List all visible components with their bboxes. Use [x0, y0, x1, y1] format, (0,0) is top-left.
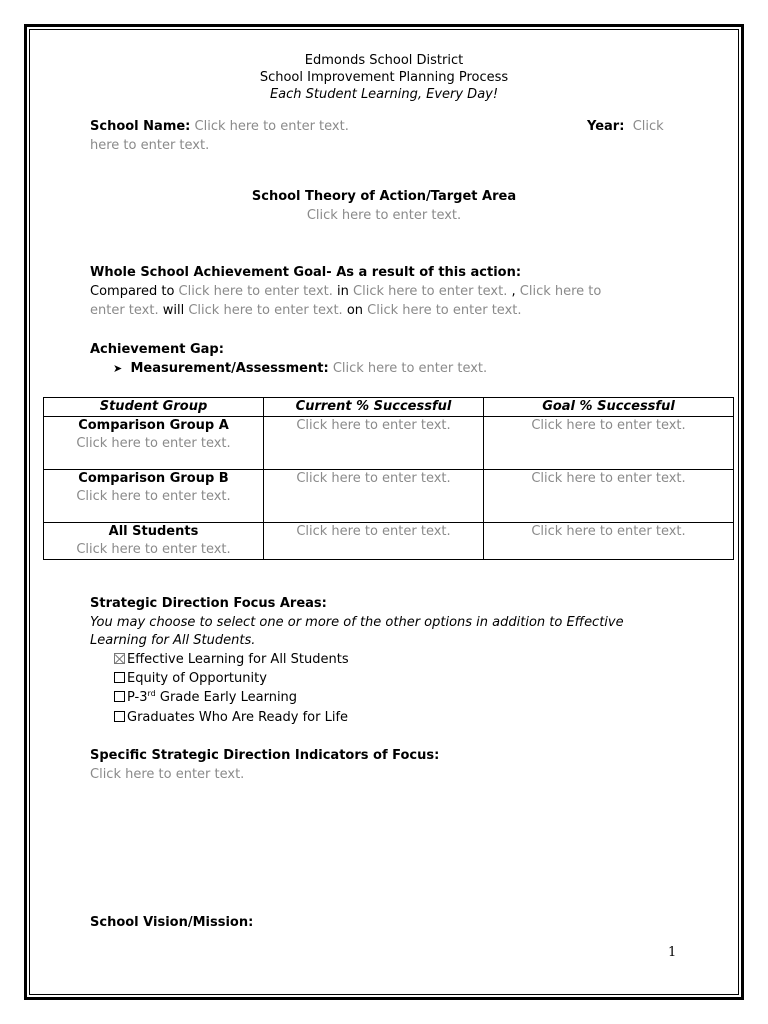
achievement-table [43, 397, 734, 560]
checkbox-checked-icon[interactable] [114, 653, 125, 664]
group-name: Comparison Group A [78, 418, 229, 433]
checkbox-icon[interactable] [114, 691, 125, 702]
option-label: Equity of Opportunity [127, 671, 267, 686]
goal-sentence-line2 [90, 301, 522, 320]
group-name: All Students [108, 524, 199, 539]
goal-title: Whole School Achievement Goal- As a result of this action: [90, 265, 522, 280]
option-equity[interactable] [114, 669, 267, 688]
measurement-row [113, 359, 487, 378]
group-cell [44, 417, 264, 470]
goal-field-3[interactable]: Click here to [519, 284, 602, 299]
goal-will: will [162, 303, 185, 318]
strategic-note-line2: Learning for All Students. [90, 633, 256, 648]
district-title: Edmonds School District [304, 53, 464, 68]
option-label: Effective Learning for All Students [127, 652, 349, 667]
header-student-group: Student Group [44, 398, 264, 417]
checkbox-icon[interactable] [114, 672, 125, 683]
table-row [44, 523, 734, 560]
goal-field-3-continued[interactable]: enter text. [90, 303, 159, 318]
vision-title: School Vision/Mission: [90, 915, 254, 930]
process-title: School Improvement Planning Process [259, 70, 509, 85]
motto: Each Student Learning, Every Day! [269, 87, 499, 102]
theory-title: School Theory of Action/Target Area [251, 189, 517, 204]
option-label-prefix: P-3 [127, 690, 148, 705]
indicators-field[interactable]: Click here to enter text. [90, 767, 245, 782]
goal-in: in [337, 284, 349, 299]
header-current-successful: Current % Successful [264, 398, 484, 417]
option-effective-learning[interactable] [114, 650, 349, 669]
option-label: Graduates Who Are Ready for Life [127, 710, 349, 725]
option-label-suffix: Grade Early Learning [155, 690, 298, 705]
table-header-row [44, 398, 734, 417]
year-field-continued[interactable]: here to enter text. [90, 138, 210, 153]
group-field[interactable]: Click here to enter text. [76, 489, 231, 504]
year-row [587, 117, 664, 136]
table-row [44, 470, 734, 523]
indicators-title: Specific Strategic Direction Indicators of Focus: [90, 748, 440, 763]
gap-title: Achievement Gap: [90, 342, 224, 357]
school-name-label: School Name: [90, 119, 191, 134]
group-name: Comparison Group B [78, 471, 229, 486]
table-row [44, 417, 734, 470]
theory-field[interactable]: Click here to enter text. [306, 208, 462, 223]
goal-field-2[interactable]: Click here to enter text. [353, 284, 508, 299]
current-field[interactable]: Click here to enter text. [264, 523, 484, 560]
goal-comma: , [511, 284, 516, 299]
group-cell [44, 523, 264, 560]
arrow-bullet-icon: ➤ [113, 362, 123, 375]
group-cell [44, 470, 264, 523]
goal-field[interactable]: Click here to enter text. [484, 523, 734, 560]
year-label: Year: [587, 119, 625, 134]
strategic-title: Strategic Direction Focus Areas: [90, 596, 327, 611]
current-field[interactable]: Click here to enter text. [264, 417, 484, 470]
option-early-learning[interactable] [114, 688, 297, 707]
current-field[interactable]: Click here to enter text. [264, 470, 484, 523]
goal-field-4[interactable]: Click here to enter text. [188, 303, 343, 318]
group-field[interactable]: Click here to enter text. [76, 542, 231, 557]
school-name-field[interactable]: Click here to enter text. [194, 119, 349, 134]
measurement-field[interactable]: Click here to enter text. [332, 361, 488, 376]
measurement-label: Measurement/Assessment: [130, 361, 329, 376]
option-label-superscript: rd [147, 689, 156, 698]
goal-field[interactable]: Click here to enter text. [484, 470, 734, 523]
option-graduates[interactable] [114, 708, 348, 727]
page-number: 1 [668, 945, 677, 960]
goal-field[interactable]: Click here to enter text. [484, 417, 734, 470]
goal-on: on [346, 303, 364, 318]
goal-sentence-line1 [90, 282, 601, 301]
goal-field-1[interactable]: Click here to enter text. [178, 284, 333, 299]
header-goal-successful: Goal % Successful [484, 398, 734, 417]
goal-field-5[interactable]: Click here to enter text. [367, 303, 522, 318]
year-field[interactable]: Click [632, 119, 664, 134]
group-field[interactable]: Click here to enter text. [76, 436, 231, 451]
checkbox-icon[interactable] [114, 711, 125, 722]
strategic-note-line1: You may choose to select one or more of the other options in addition to Effective [90, 615, 624, 630]
goal-compared-to: Compared to [90, 284, 175, 299]
